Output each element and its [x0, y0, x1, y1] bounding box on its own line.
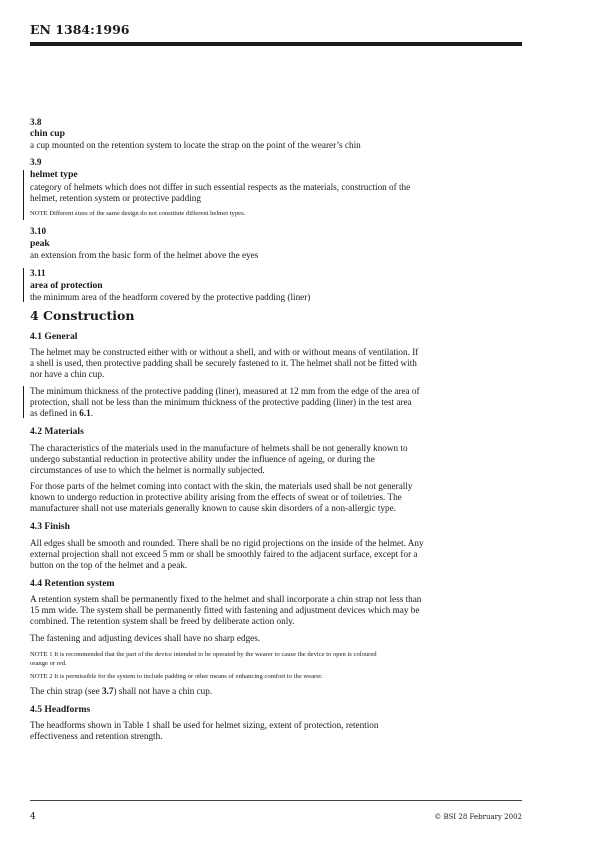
subsection-heading: 4.3 Finish: [30, 521, 70, 532]
body-text: 15 mm wide. The system shall be permanently fitted with fastening and adjustment devices which may be: [30, 605, 420, 615]
cross-reference: 6.1: [79, 408, 91, 418]
note: orange or red.: [30, 660, 67, 667]
note: NOTE 2 It is permissible for the system to include padding or other means of enhancing comfort to the wearer.: [30, 673, 323, 680]
body-text: A retention system shall be permanently fixed to the helmet and shall incorporate a chin strap not less than: [30, 594, 422, 604]
body-text: The characteristics of the materials used in the manufacture of helmets shall be not generally known to: [30, 443, 408, 453]
clause-number: 3.11: [30, 268, 46, 278]
body-text: The headforms shown in Table 1 shall be used for helmet sizing, extent of protection, retention: [30, 720, 379, 730]
body-text: protection, shall not be less than the minimum thickness of the protective padding (liner) in the test area: [30, 397, 412, 407]
term: helmet type: [30, 169, 78, 180]
body-text: The minimum thickness of the protective padding (liner), measured at 12 mm from the edge of the area of: [30, 386, 420, 396]
subsection-heading: 4.1 General: [30, 331, 78, 342]
definition-text: the minimum area of the headform covered by the protective padding (liner): [30, 292, 311, 302]
body-text: [30, 686, 522, 697]
change-bar: [23, 170, 24, 220]
clause-number: 3.8: [30, 117, 42, 127]
subsection-heading: 4.2 Materials: [30, 426, 84, 437]
definition-text: a cup mounted on the retention system to locate the strap on the point of the wearer’s chin: [30, 140, 361, 150]
body-text: For those parts of the helmet coming into contact with the skin, the materials used shall be not generally: [30, 481, 413, 491]
definition-text: helmet, retention system or protective padding: [30, 193, 201, 203]
note: NOTE 1 It is recommended that the part of the device intended to be operated by the wearer to cause the device to open is coloured: [30, 651, 377, 658]
body-text: nor have a chin cup.: [30, 369, 105, 379]
change-bar: [23, 386, 24, 418]
text-run: .: [90, 408, 94, 418]
definition-text: an extension from the basic form of the helmet above the eyes: [30, 250, 259, 260]
text-run: The chin strap (see: [30, 686, 102, 696]
body-text: combined. The retention system shall be freed by deliberate action only.: [30, 616, 295, 626]
text-run: as defined in: [30, 408, 80, 418]
body-text: circumstances of use to which the helmet is normally subjected.: [30, 465, 265, 475]
copyright: © BSI 28 February 2002: [434, 813, 522, 821]
clause-number: 3.10: [30, 226, 47, 236]
body-text: button on the top of the helmet and a peak.: [30, 560, 188, 570]
body-text: All edges shall be smooth and rounded. There shall be no rigid projections on the inside of the helmet. Any: [30, 538, 424, 548]
cross-reference: 3.7: [101, 686, 114, 696]
body-text: The fastening and adjusting devices shall have no sharp edges.: [30, 633, 261, 643]
header-rule: [30, 42, 522, 46]
body-text: manufacturer shall not use materials generally known to cause skin disorders of a non-allergic type.: [30, 503, 396, 513]
subsection-heading: 4.5 Headforms: [30, 704, 91, 715]
clause-number: 3.9: [30, 157, 42, 167]
document-header: EN 1384:1996: [30, 22, 130, 37]
section-heading: 4 Construction: [30, 308, 135, 323]
term: peak: [30, 238, 50, 249]
note: NOTE Different sizes of the same design do not constitute different helmet types.: [30, 210, 246, 217]
subsection-heading: 4.4 Retention system: [30, 578, 115, 589]
term: area of protection: [30, 280, 103, 291]
term: chin cup: [30, 128, 65, 139]
body-text: external projection shall not exceed 5 mm or shall be smoothly faired to the adjacent surface, except for a: [30, 549, 418, 559]
body-text: The helmet may be constructed either with or without a shell, and with or without means of ventilation. If: [30, 347, 419, 357]
body-text: [30, 408, 522, 419]
body-text: a shell is used, then protective padding shall be securely fastened to it. The helmet shall not be fitted with: [30, 358, 417, 368]
body-text: undergo substantial reduction in protective ability under the influence of ageing, or during the: [30, 454, 375, 464]
change-bar: [23, 268, 24, 302]
text-run: ) shall not have a chin cup.: [113, 686, 213, 696]
body-text: known to undergo reduction in protective ability arising from the effects of sweat or of toiletries. The: [30, 492, 402, 502]
footer-rule: [30, 800, 522, 801]
page-number: 4: [30, 812, 36, 822]
definition-text: category of helmets which does not differ in such essential respects as the materials, construction of the: [30, 182, 411, 192]
body-text: effectiveness and retention strength.: [30, 731, 163, 741]
